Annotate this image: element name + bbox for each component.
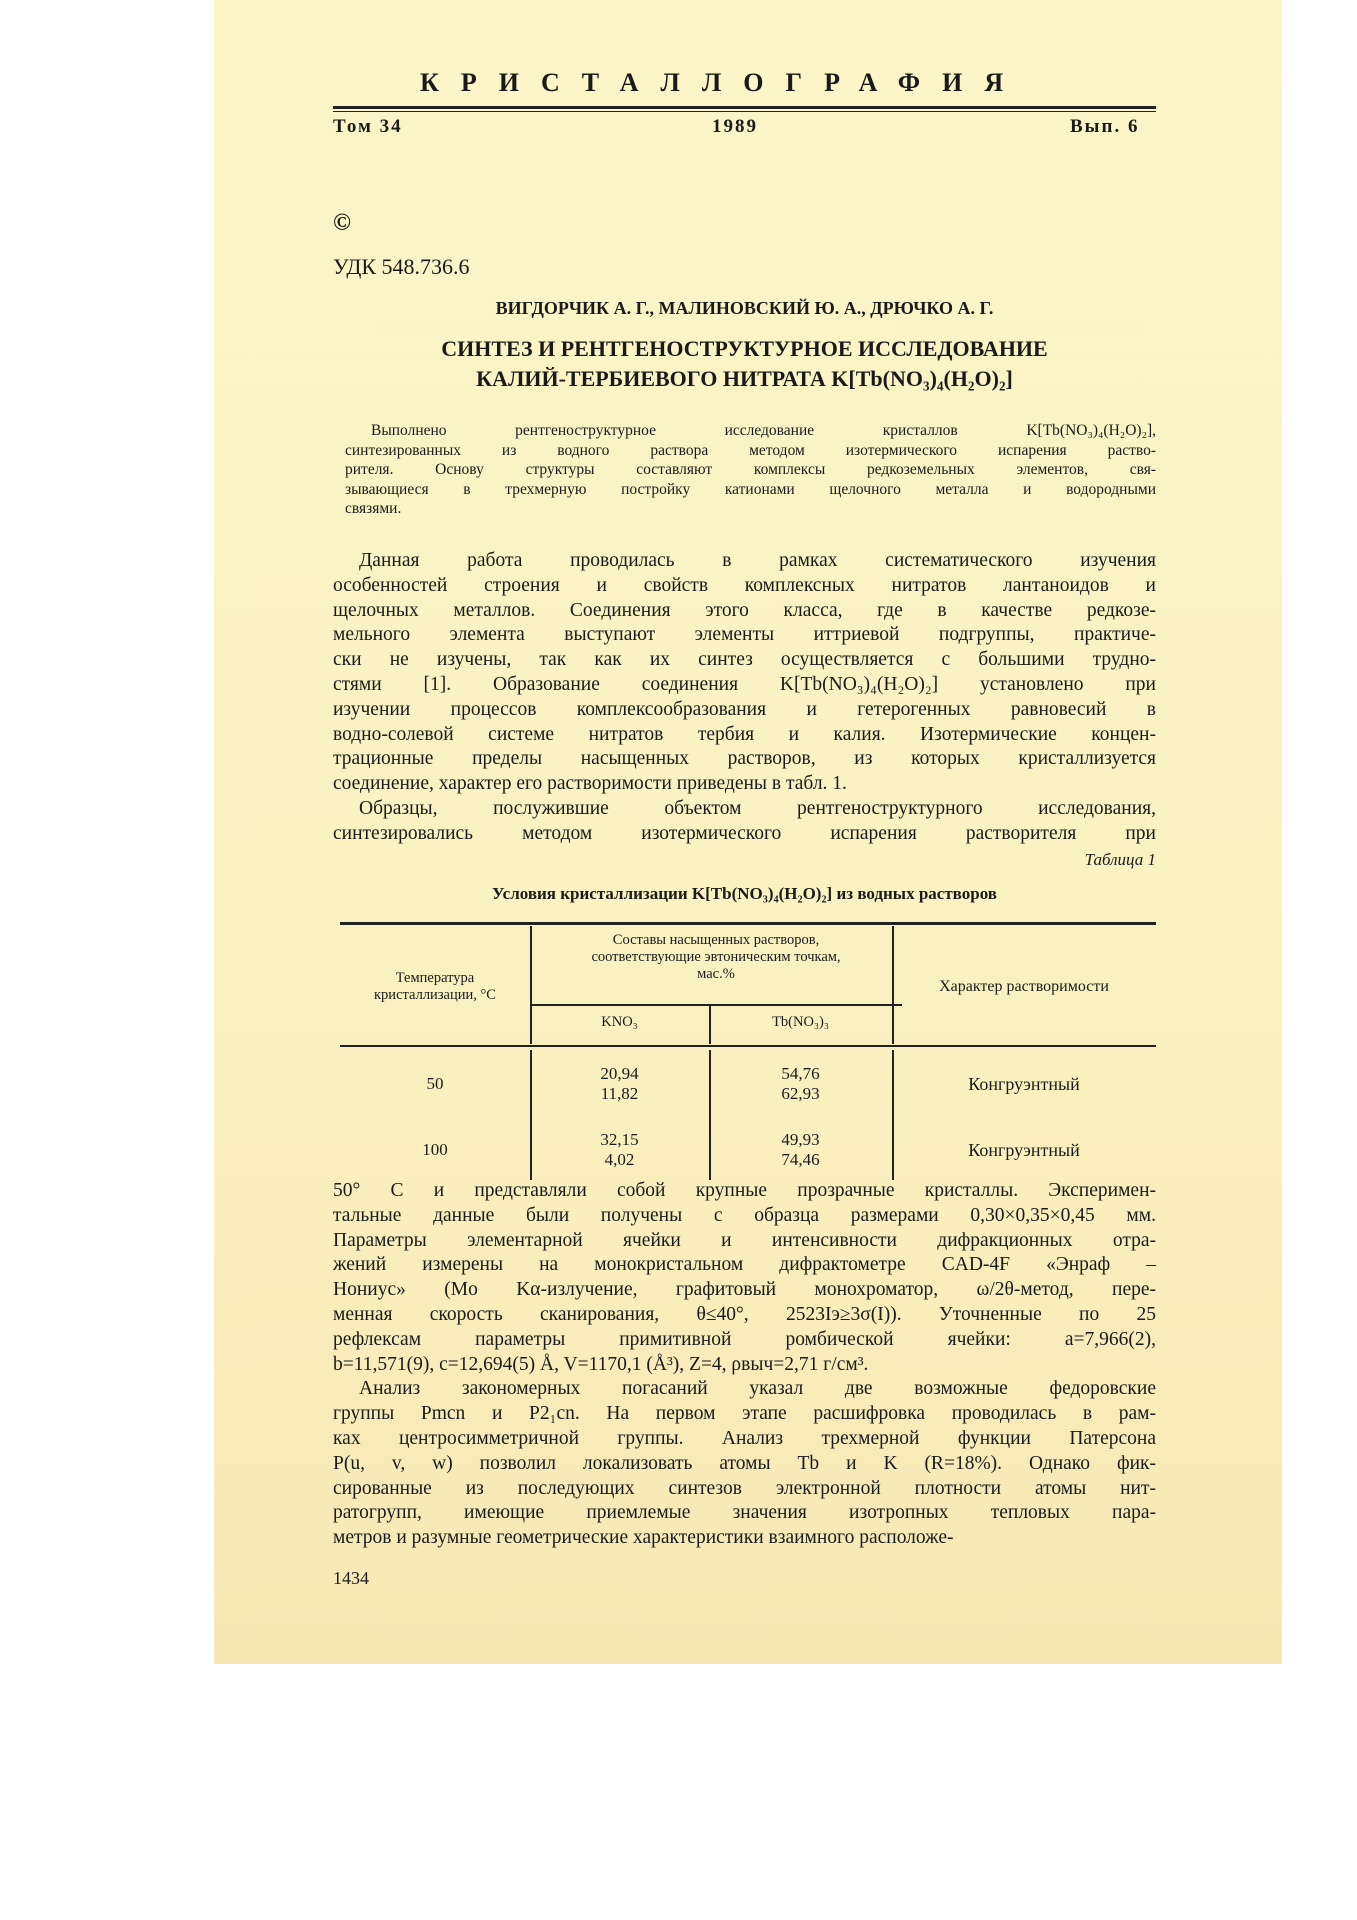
text-line: Образцы, послужившие объектом рентгеноструктурного исследования, bbox=[359, 798, 1156, 819]
text-line: сированные из последующих синтезов электронной плотности атомы нит- bbox=[333, 1477, 1156, 1499]
cell-tbno3: 74,46 bbox=[781, 1150, 820, 1169]
cell-kno3: 11,82 bbox=[600, 1084, 639, 1103]
text-line: синтезировались методом изотермического испарения растворителя при bbox=[333, 822, 1156, 844]
udk-code: УДК 548.736.6 bbox=[333, 254, 470, 279]
copyright-sign: © bbox=[333, 210, 351, 236]
cell-tbno3: 62,93 bbox=[781, 1084, 820, 1103]
cell-solubility: Конгруэнтный bbox=[968, 1140, 1080, 1160]
text-line: мельного элемента выступают элементы иттриевой подгруппы, практиче- bbox=[333, 624, 1156, 646]
journal-year: 1989 bbox=[712, 116, 758, 137]
header-solubility: Характер растворимости bbox=[939, 978, 1109, 995]
text-line: тальные данные были получены с образца размерами 0,30×0,35×0,45 мм. bbox=[333, 1204, 1156, 1226]
text-line: трационные пределы насыщенных растворов, из которых кристаллизуется bbox=[333, 748, 1156, 770]
text-line: Анализ закономерных погасаний указал две возможные федоровские bbox=[359, 1378, 1156, 1400]
table-top-rule bbox=[340, 922, 1156, 925]
header-compositions-line: соответствующие эвтоническим точкам, bbox=[591, 949, 841, 965]
text-line: Параметры элементарной ячейки и интенсивности дифракционных отра- bbox=[333, 1229, 1156, 1251]
text-line: Данная работа проводилась в рамках систематического изучения bbox=[359, 550, 1156, 571]
text-line: P(u, v, w) позволил локализовать атомы Tb и K (R=18%). Однако фик- bbox=[333, 1452, 1156, 1474]
text-line: стями [1]. Образование соединения K[Tb(NO₃)₄(H₂O)₂] установлено при bbox=[333, 674, 1156, 695]
header-temperature bbox=[340, 970, 530, 1004]
header-rule bbox=[333, 106, 1156, 109]
text-line: метров и разумные геометрические характеристики взаимного расположе- bbox=[333, 1527, 954, 1549]
text-line: Выполнено рентгеноструктурное исследование кристаллов K[Tb(NO₃)₄(H₂O)₂], bbox=[371, 422, 1156, 439]
table-subheader-rule bbox=[530, 1004, 902, 1006]
header-tbno3: Tb(NO₃)₃ bbox=[772, 1014, 829, 1030]
cell-tbno3: 49,93 bbox=[781, 1130, 820, 1149]
table-caption: Условия кристаллизации K[Tb(NO₃)₄(H₂O)₂] из водных растворов bbox=[492, 884, 997, 903]
cell-tbno3: 54,76 bbox=[781, 1064, 820, 1083]
header-compositions-line: мас.% bbox=[697, 966, 735, 982]
header-temperature-line: кристаллизации, °C bbox=[374, 987, 496, 1003]
text-line: щелочных металлов. Соединения этого класса, где в качестве редкозе- bbox=[333, 599, 1156, 621]
text-line: группы Pmcn и P2₁cn. На первом этапе расшифровка проводилась в рам- bbox=[333, 1403, 1156, 1425]
header-rule-thin bbox=[333, 111, 1156, 112]
text-line: водно-солевой системе нитратов тербия и калия. Изотермические концен- bbox=[333, 723, 1156, 745]
text-line: b=11,571(9), c=12,694(5) Å, V=1170,1 (Å³), Z=4, ρвыч=2,71 г/см³. bbox=[333, 1353, 869, 1375]
col-divider bbox=[892, 1050, 894, 1180]
authors: ВИГДОРЧИК А. Г., МАЛИНОВСКИЙ Ю. А., ДРЮЧКО А. Г. bbox=[495, 298, 994, 318]
cell-kno3: 20,94 bbox=[600, 1064, 639, 1083]
table-header-rule bbox=[340, 1045, 1156, 1047]
header-compositions-line: Составы насыщенных растворов, bbox=[612, 932, 820, 948]
text-line: связями. bbox=[345, 500, 402, 518]
journal-issue: Вып. 6 bbox=[1070, 116, 1140, 137]
text-line: соединение, характер его растворимости приведены в табл. 1. bbox=[333, 773, 847, 795]
page-number: 1434 bbox=[333, 1568, 369, 1588]
cell-temperature: 50 bbox=[426, 1074, 444, 1093]
text-line: изучении процессов комплексообразования и гетерогенных равновесий в bbox=[333, 698, 1156, 720]
text-line: менная скорость сканирования, θ≤40°, 2523Iэ≥3σ(I)). Уточненные по 25 bbox=[333, 1304, 1156, 1325]
article-title-line-1: СИНТЕЗ И РЕНТГЕНОСТРУКТУРНОЕ ИССЛЕДОВАНИЕ bbox=[441, 336, 1048, 361]
text-line: ски не изучены, так как их синтез осуществляется с большими трудно- bbox=[333, 649, 1156, 671]
text-line: особенностей строения и свойств комплексных нитратов лантаноидов и bbox=[333, 574, 1156, 596]
text-line: Нониус» (Mo Kα-излучение, графитовый монохроматор, ω/2θ-метод, пере- bbox=[333, 1279, 1156, 1301]
text-line: рителя. Основу структуры составляют комплексы редкоземельных элементов, свя- bbox=[345, 461, 1156, 479]
text-line: 50° C и представляли собой крупные прозрачные кристаллы. Эксперимен- bbox=[333, 1180, 1156, 1201]
text-line: рефлексам параметры примитивной ромбической ячейки: a=7,966(2), bbox=[333, 1328, 1156, 1350]
cell-kno3: 32,15 bbox=[600, 1130, 639, 1149]
table-label: Таблица 1 bbox=[1084, 850, 1156, 869]
cell-temperature: 100 bbox=[422, 1140, 448, 1159]
header-compositions bbox=[530, 932, 902, 983]
journal-title: КРИСТАЛЛОГРАФИЯ bbox=[420, 68, 1026, 97]
cell-kno3: 4,02 bbox=[604, 1150, 635, 1169]
cell-solubility: Конгруэнтный bbox=[968, 1074, 1080, 1094]
article-title-line-2: КАЛИЙ-ТЕРБИЕВОГО НИТРАТА K[Tb(NO₃)₄(H₂O)₂] bbox=[476, 366, 1013, 391]
text-line: ратогрупп, имеющие приемлемые значения изотропных тепловых пара- bbox=[333, 1502, 1156, 1524]
journal-volume: Том 34 bbox=[333, 116, 403, 137]
text-line: ках центросимметричной группы. Анализ трехмерной функции Патерсона bbox=[333, 1428, 1156, 1449]
header-kno3: KNO₃ bbox=[601, 1014, 638, 1030]
text-line: синтезированных из водного раствора методом изотермического испарения раство- bbox=[345, 441, 1156, 459]
text-line: зывающиеся в трехмерную постройку катионами щелочного металла и водородными bbox=[345, 480, 1156, 498]
header-temperature-line: Температура bbox=[395, 970, 475, 986]
text-line: жений измерены на монокристальном дифрактометре CAD-4F «Энраф – bbox=[333, 1254, 1156, 1276]
